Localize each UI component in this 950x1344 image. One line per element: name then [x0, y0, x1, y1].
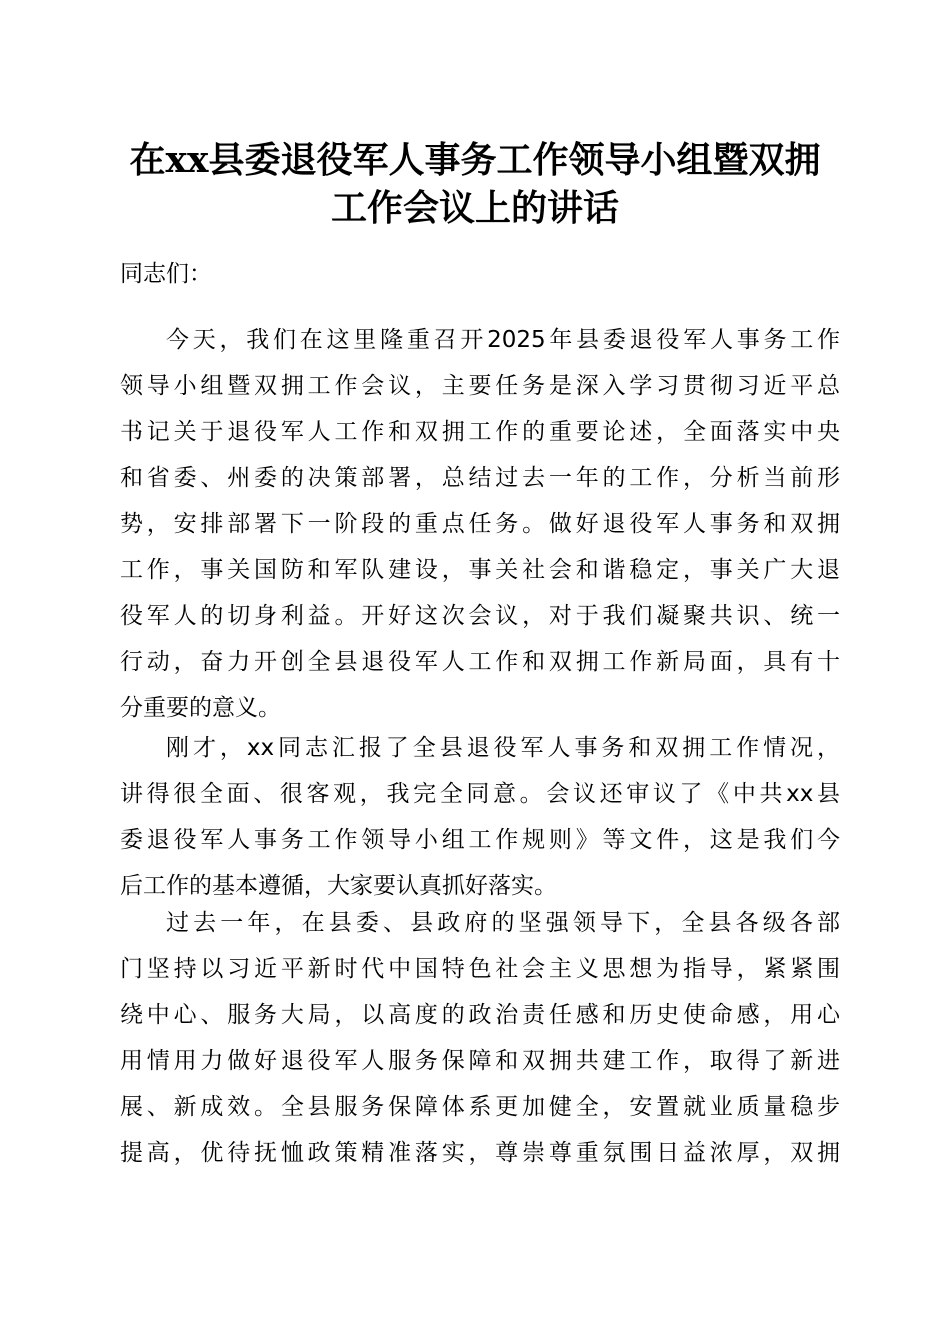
- paragraph-line: 过去一年，在县委、县政府的坚强领导下，全县各级各部: [166, 910, 840, 936]
- paragraph-line: 和省委、州委的决策部署，总结过去一年的工作，分析当前形: [120, 465, 840, 491]
- paragraph-line: 委退役军人事务工作领导小组工作规则》等文件，这是我们今: [120, 827, 840, 853]
- paragraph-2: [120, 725, 840, 909]
- paragraph-3: [120, 900, 840, 1176]
- paragraph-line: 今天，我们在这里隆重召开2025年县委退役军人事务工作: [166, 327, 840, 353]
- paragraph-line: 役军人的切身利益。开好这次会议，对于我们凝聚共识、统一: [120, 603, 840, 629]
- paragraph-line: 行动，奋力开创全县退役军人工作和双拥工作新局面，具有十: [120, 649, 840, 675]
- paragraph-line: 讲得很全面、很客观，我完全同意。会议还审议了《中共xx县: [120, 781, 840, 807]
- paragraph-line: 提高，优待抚恤政策精准落实，尊崇尊重氛围日益浓厚，双拥: [120, 1140, 840, 1166]
- paragraph-line: 绕中心、服务大局，以高度的政治责任感和历史使命感，用心: [120, 1002, 840, 1028]
- paragraph-line: 刚才，xx同志汇报了全县退役军人事务和双拥工作情况，: [166, 735, 840, 761]
- paragraph-line: 领导小组暨双拥工作会议，主要任务是深入学习贯彻习近平总: [120, 373, 840, 399]
- paragraph-line: 势，安排部署下一阶段的重点任务。做好退役军人事务和双拥: [120, 511, 840, 537]
- paragraph-line: 后工作的基本遵循，大家要认真抓好落实。: [120, 873, 557, 899]
- paragraph-line: 展、新成效。全县服务保障体系更加健全，安置就业质量稳步: [120, 1094, 840, 1120]
- document-title-line-1: 在xx县委退役军人事务工作领导小组暨双拥: [129, 139, 821, 181]
- paragraph-line: 门坚持以习近平新时代中国特色社会主义思想为指导，紧紧围: [120, 956, 840, 982]
- paragraph-1: [120, 317, 840, 731]
- paragraph-line: 工作，事关国防和军队建设，事关社会和谐稳定，事关广大退: [120, 557, 840, 583]
- paragraph-line: 用情用力做好退役军人服务保障和双拥共建工作，取得了新进: [120, 1048, 840, 1074]
- paragraph-line: 分重要的意义。: [120, 695, 281, 721]
- salutation: 同志们：: [120, 261, 212, 287]
- paragraph-line: 书记关于退役军人工作和双拥工作的重要论述，全面落实中央: [120, 419, 840, 445]
- document-title-line-2: 工作会议上的讲话: [330, 187, 619, 229]
